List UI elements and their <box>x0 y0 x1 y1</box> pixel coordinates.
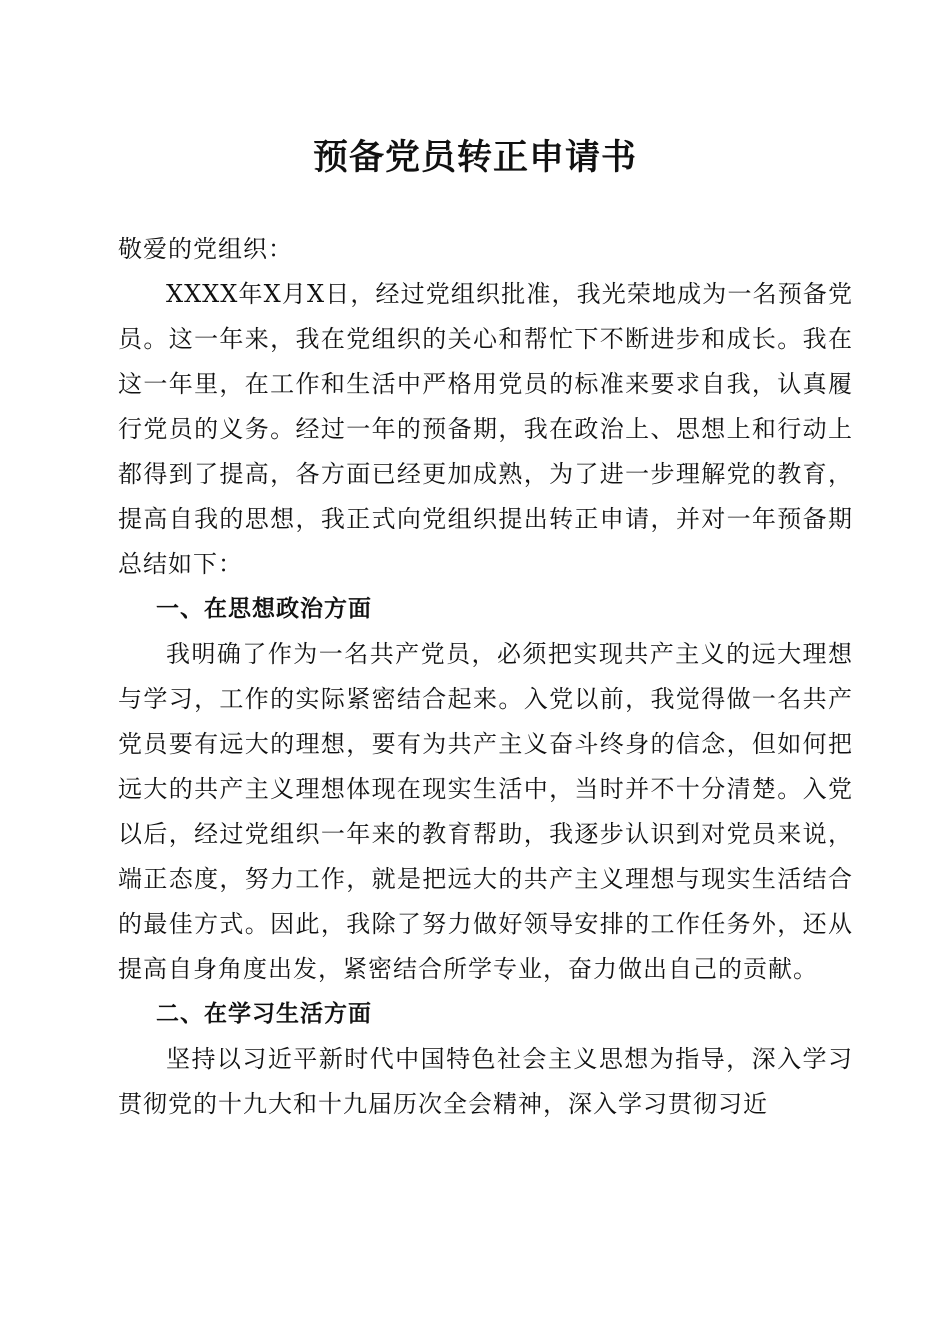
section-heading-ideology: 一、在思想政治方面 <box>156 596 372 622</box>
section-paragraph-ideology: 我明确了作为一名共产党员，必须把实现共产主义的远大理想与学习，工作的实际紧密结合起来。入党以前，我觉得做一名共产党员要有远大的理想，要有为共产主义奋斗终身的信念，但如何把远大的共产主义理想体现在现实生活中，当时并不十分清楚。入党以后，经过党组织一年来的教育帮助，我逐步认识到对党员来说，端正态度，努力工作，就是把远大的共产主义理想与现实生活结合的最佳方式。因此，我除了努力做好领导安排的工作任务外，还从提高自身角度出发，紧密结合所学专业，奋力做出自己的贡献。 <box>118 640 853 983</box>
document-body <box>118 227 853 1127</box>
document-title: 预备党员转正申请书 <box>312 137 637 178</box>
section-heading-study-life: 二、在学习生活方面 <box>156 1001 372 1027</box>
salutation: 敬爱的党组织： <box>118 235 293 263</box>
intro-paragraph: XXXX年X月X日，经过党组织批准，我光荣地成为一名预备党员。这一年来，我在党组织的关心和帮忙下不断进步和成长。我在这一年里，在工作和生活中严格用党员的标准来要求自我，认真履行党员的义务。经过一年的预备期，我在政治上、思想上和行动上都得到了提高，各方面已经更加成熟，为了进一步理解党的教育，提高自我的思想，我正式向党组织提出转正申请，并对一年预备期总结如下： <box>118 280 853 578</box>
section-paragraph-study-life: 坚持以习近平新时代中国特色社会主义思想为指导，深入学习贯彻党的十九大和十九届历次全会精神，深入学习贯彻习近 <box>118 1045 853 1118</box>
